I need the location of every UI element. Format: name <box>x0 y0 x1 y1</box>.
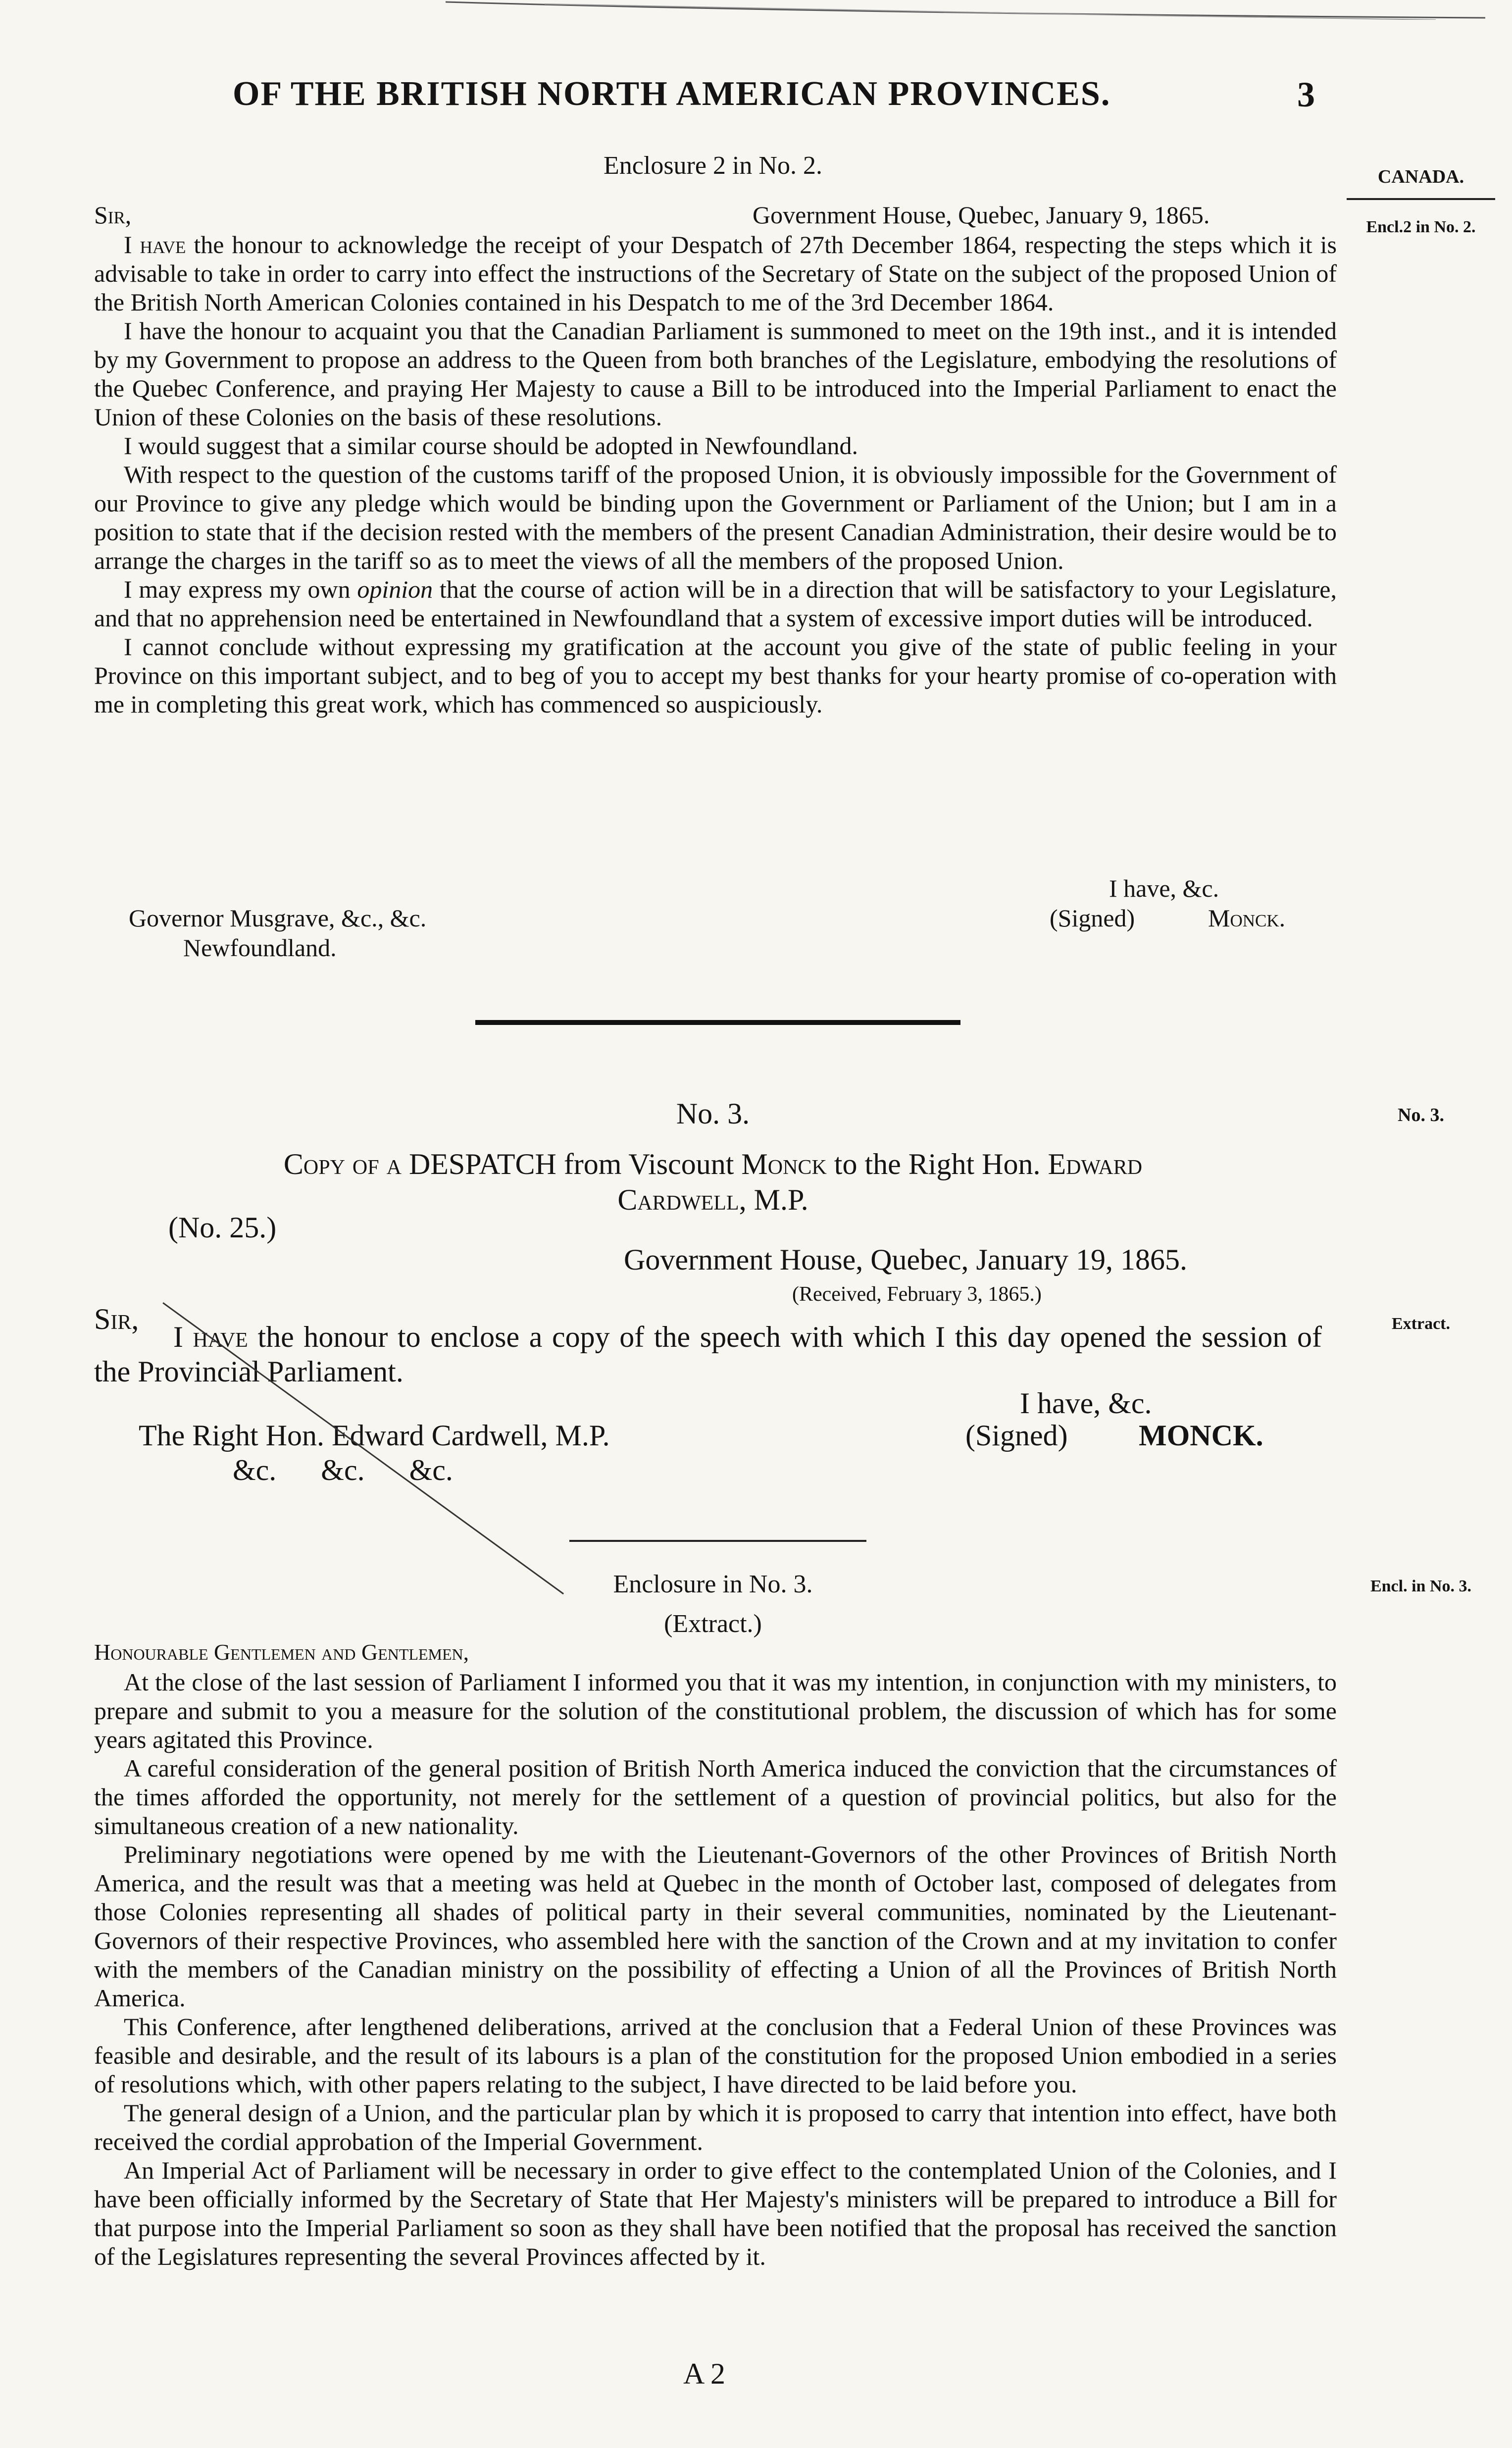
enclosure-2-place-date: Government House, Quebec, January 9, 1865. <box>753 201 1210 229</box>
no3-place-date: Government House, Quebec, January 19, 1865. <box>624 1243 1188 1276</box>
enclosure-3-extract: (Extract.) <box>664 1610 762 1638</box>
no3-paragraph <box>94 1320 1322 1389</box>
paragraph-text: I may express my own <box>124 575 357 603</box>
paragraph-text: I would suggest that a similar course should be adopted in Newfoundland. <box>124 432 858 459</box>
section-divider-thin <box>569 1540 866 1542</box>
scan-edge-marks <box>446 0 1485 20</box>
margin-note-extract: Extract. <box>1391 1315 1450 1333</box>
section-divider <box>475 1020 960 1025</box>
enclosure-2-signer: Monck. <box>1208 904 1286 932</box>
no3-addressee-etc: &c. &c. &c. <box>233 1454 453 1486</box>
no3-signed: (Signed) <box>965 1419 1068 1452</box>
enclosure-3-paragraph: A careful consideration of the general position of British North America induced the conviction that the circumstances of the times afforded the opportunity, not merely for the settlement of a question of provincial politics, but also for the simultaneous creation of a new nationality. <box>94 1754 1337 1839</box>
enclosure-3-salutation: Honourable Gentlemen and Gentlemen, <box>94 1639 469 1665</box>
enclosure-3-title: Enclosure in No. 3. <box>613 1570 813 1598</box>
enclosure-2-salutation: Sir, <box>94 201 132 229</box>
running-header: OF THE BRITISH NORTH AMERICAN PROVINCES. <box>233 75 1111 113</box>
enclosure-2-paragraph <box>94 460 1337 575</box>
margin-note-no3: No. 3. <box>1398 1105 1444 1125</box>
enclosure-2-paragraph <box>94 230 1337 316</box>
paragraph-lead: I have <box>173 1321 248 1353</box>
title-part: Edward <box>1048 1148 1143 1180</box>
italic-word: opinion <box>357 575 433 603</box>
title-part: Monck <box>741 1148 827 1180</box>
no3-received: (Received, February 3, 1865.) <box>792 1283 1042 1306</box>
margin-note-canada: CANADA. <box>1377 166 1464 187</box>
no3-signer: MONCK. <box>1139 1419 1263 1452</box>
enclosure-3-paragraph: At the close of the last session of Parliament I informed you that it was my intention, in conjunction with my ministers, to prepare and submit to you a measure for the solution of the constitutional problem, the discussion of which has for some years agitated this Province. <box>94 1668 1337 1753</box>
title-part: from Viscount <box>556 1148 742 1180</box>
enclosure-3-paragraph: The general design of a Union, and the particular plan by which it is proposed to carry that intention into effect, have both received the cordial approbation of the Imperial Government. <box>94 2099 1337 2155</box>
enclosure-2-body <box>94 230 1337 718</box>
enclosure-2-paragraph <box>94 431 1337 460</box>
enclosure-2-addressee: Governor Musgrave, &c., &c. <box>129 904 427 932</box>
enclosure-2-closing: I have, &c. <box>1109 874 1219 902</box>
paragraph-text: With respect to the question of the customs tariff of the proposed Union, it is obviously impossible for the Government of our Province to give any pledge which would be binding upon the Government or Parliament of the Union; but I am in a position to state that if the decision rested with the members of the present Canadian Administration, their desire would be to arrange the charges in the tariff so as to meet the views of all the members of the proposed Union. <box>94 460 1337 574</box>
title-part: DESPATCH <box>408 1148 556 1180</box>
enclosure-3-paragraph: An Imperial Act of Parliament will be necessary in order to give effect to the contemplated Union of the Colonies, and I have been officially informed by the Secretary of State that Her Majesty's ministers will be prepared to introduce a Bill for that purpose into the Imperial Parliament so soon as they shall have been notified that the proposal has received the sanction of the Legislatures representing the several Provinces affected by it. <box>94 2156 1337 2270</box>
no3-closing: I have, &c. <box>1020 1387 1152 1420</box>
paragraph-lead: I have <box>124 231 186 258</box>
enclosure-2-addressee-place: Newfoundland. <box>183 934 337 962</box>
margin-rule <box>1347 198 1495 200</box>
title-part: to the Right Hon. <box>826 1148 1048 1180</box>
signature-mark: A 2 <box>683 2357 726 2390</box>
no3-heading: No. 3. <box>676 1097 750 1130</box>
paragraph-text: I cannot conclude without expressing my gratification at the account you give of the state of public feeling in your Province on this important subject, and to beg of you to accept my best thanks for your hearty promise of co-operation with me in completing this great work, which has commenced so auspiciously. <box>94 633 1337 718</box>
enclosure-2-title: Enclosure 2 in No. 2. <box>604 152 822 180</box>
enclosure-2-paragraph <box>94 575 1337 632</box>
no3-number: (No. 25.) <box>168 1211 277 1244</box>
paragraph-text: I have the honour to acquaint you that the Canadian Parliament is summoned to meet on the 19th inst., and it is intended by my Government to propose an address to the Queen from both branches of the Legislature, embodying the resolutions of the Quebec Conference, and praying Her Majesty to cause a Bill to be introduced into the Imperial Parliament to enact the Union of these Colonies on the basis of these resolutions. <box>94 317 1337 431</box>
no3-salutation: Sir, <box>94 1303 139 1335</box>
paragraph-text: the honour to acknowledge the receipt of your Despatch of 27th December 1864, respecting the steps which it is advisable to take in order to carry into effect the instructions of the Secretary of State on the subject of the proposed Union of the British North American Colonies contained in his Despatch to me of the 3rd December 1864. <box>94 231 1337 316</box>
enclosure-2-paragraph <box>94 632 1337 718</box>
page-number: 3 <box>1297 75 1315 114</box>
no3-body <box>94 1320 1322 1389</box>
no3-title <box>94 1146 1332 1218</box>
no3-addressee: The Right Hon. Edward Cardwell, M.P. <box>139 1419 610 1452</box>
paragraph-text: that the course of action will be in a direction that will be satisfactory to your Legislature, and that no apprehension need be entertained in Newfoundland that a system of excessive import duties will be introduced. <box>94 575 1337 632</box>
enclosure-2-signed: (Signed) <box>1050 904 1135 932</box>
enclosure-3-paragraph: Preliminary negotiations were opened by me with the Lieutenant-Governors of the other Provinces of British North America, and the result was that a meeting was held at Quebec in the month of October last, composed of delegates from those Colonies representing all shades of political party in their several communities, nominated by the Lieutenant-Governors of their respective Provinces, who assembled here with the sanction of the Crown and at my invitation to confer with the members of the Canadian ministry on the possibility of effecting a Union of all the Provinces of British North America. <box>94 1840 1337 2012</box>
enclosure-3-body <box>94 1668 1337 2271</box>
title-part: Cardwell, M.P. <box>617 1183 808 1216</box>
title-part: Copy of a <box>283 1148 402 1180</box>
margin-note-encl-no3: Encl. in No. 3. <box>1370 1577 1472 1595</box>
paragraph-text: the honour to enclose a copy of the speech with which I this day opened the session of the Provincial Parliament. <box>94 1321 1322 1388</box>
margin-note-encl2: Encl.2 in No. 2. <box>1366 218 1476 236</box>
enclosure-2-paragraph <box>94 316 1337 431</box>
enclosure-3-paragraph: This Conference, after lengthened deliberations, arrived at the conclusion that a Federal Union of these Provinces was feasible and desirable, and the result of its labours is a plan of the constitution for the proposed Union embodied in a series of resolutions which, with other papers relating to the subject, I have directed to be laid before you. <box>94 2013 1337 2098</box>
